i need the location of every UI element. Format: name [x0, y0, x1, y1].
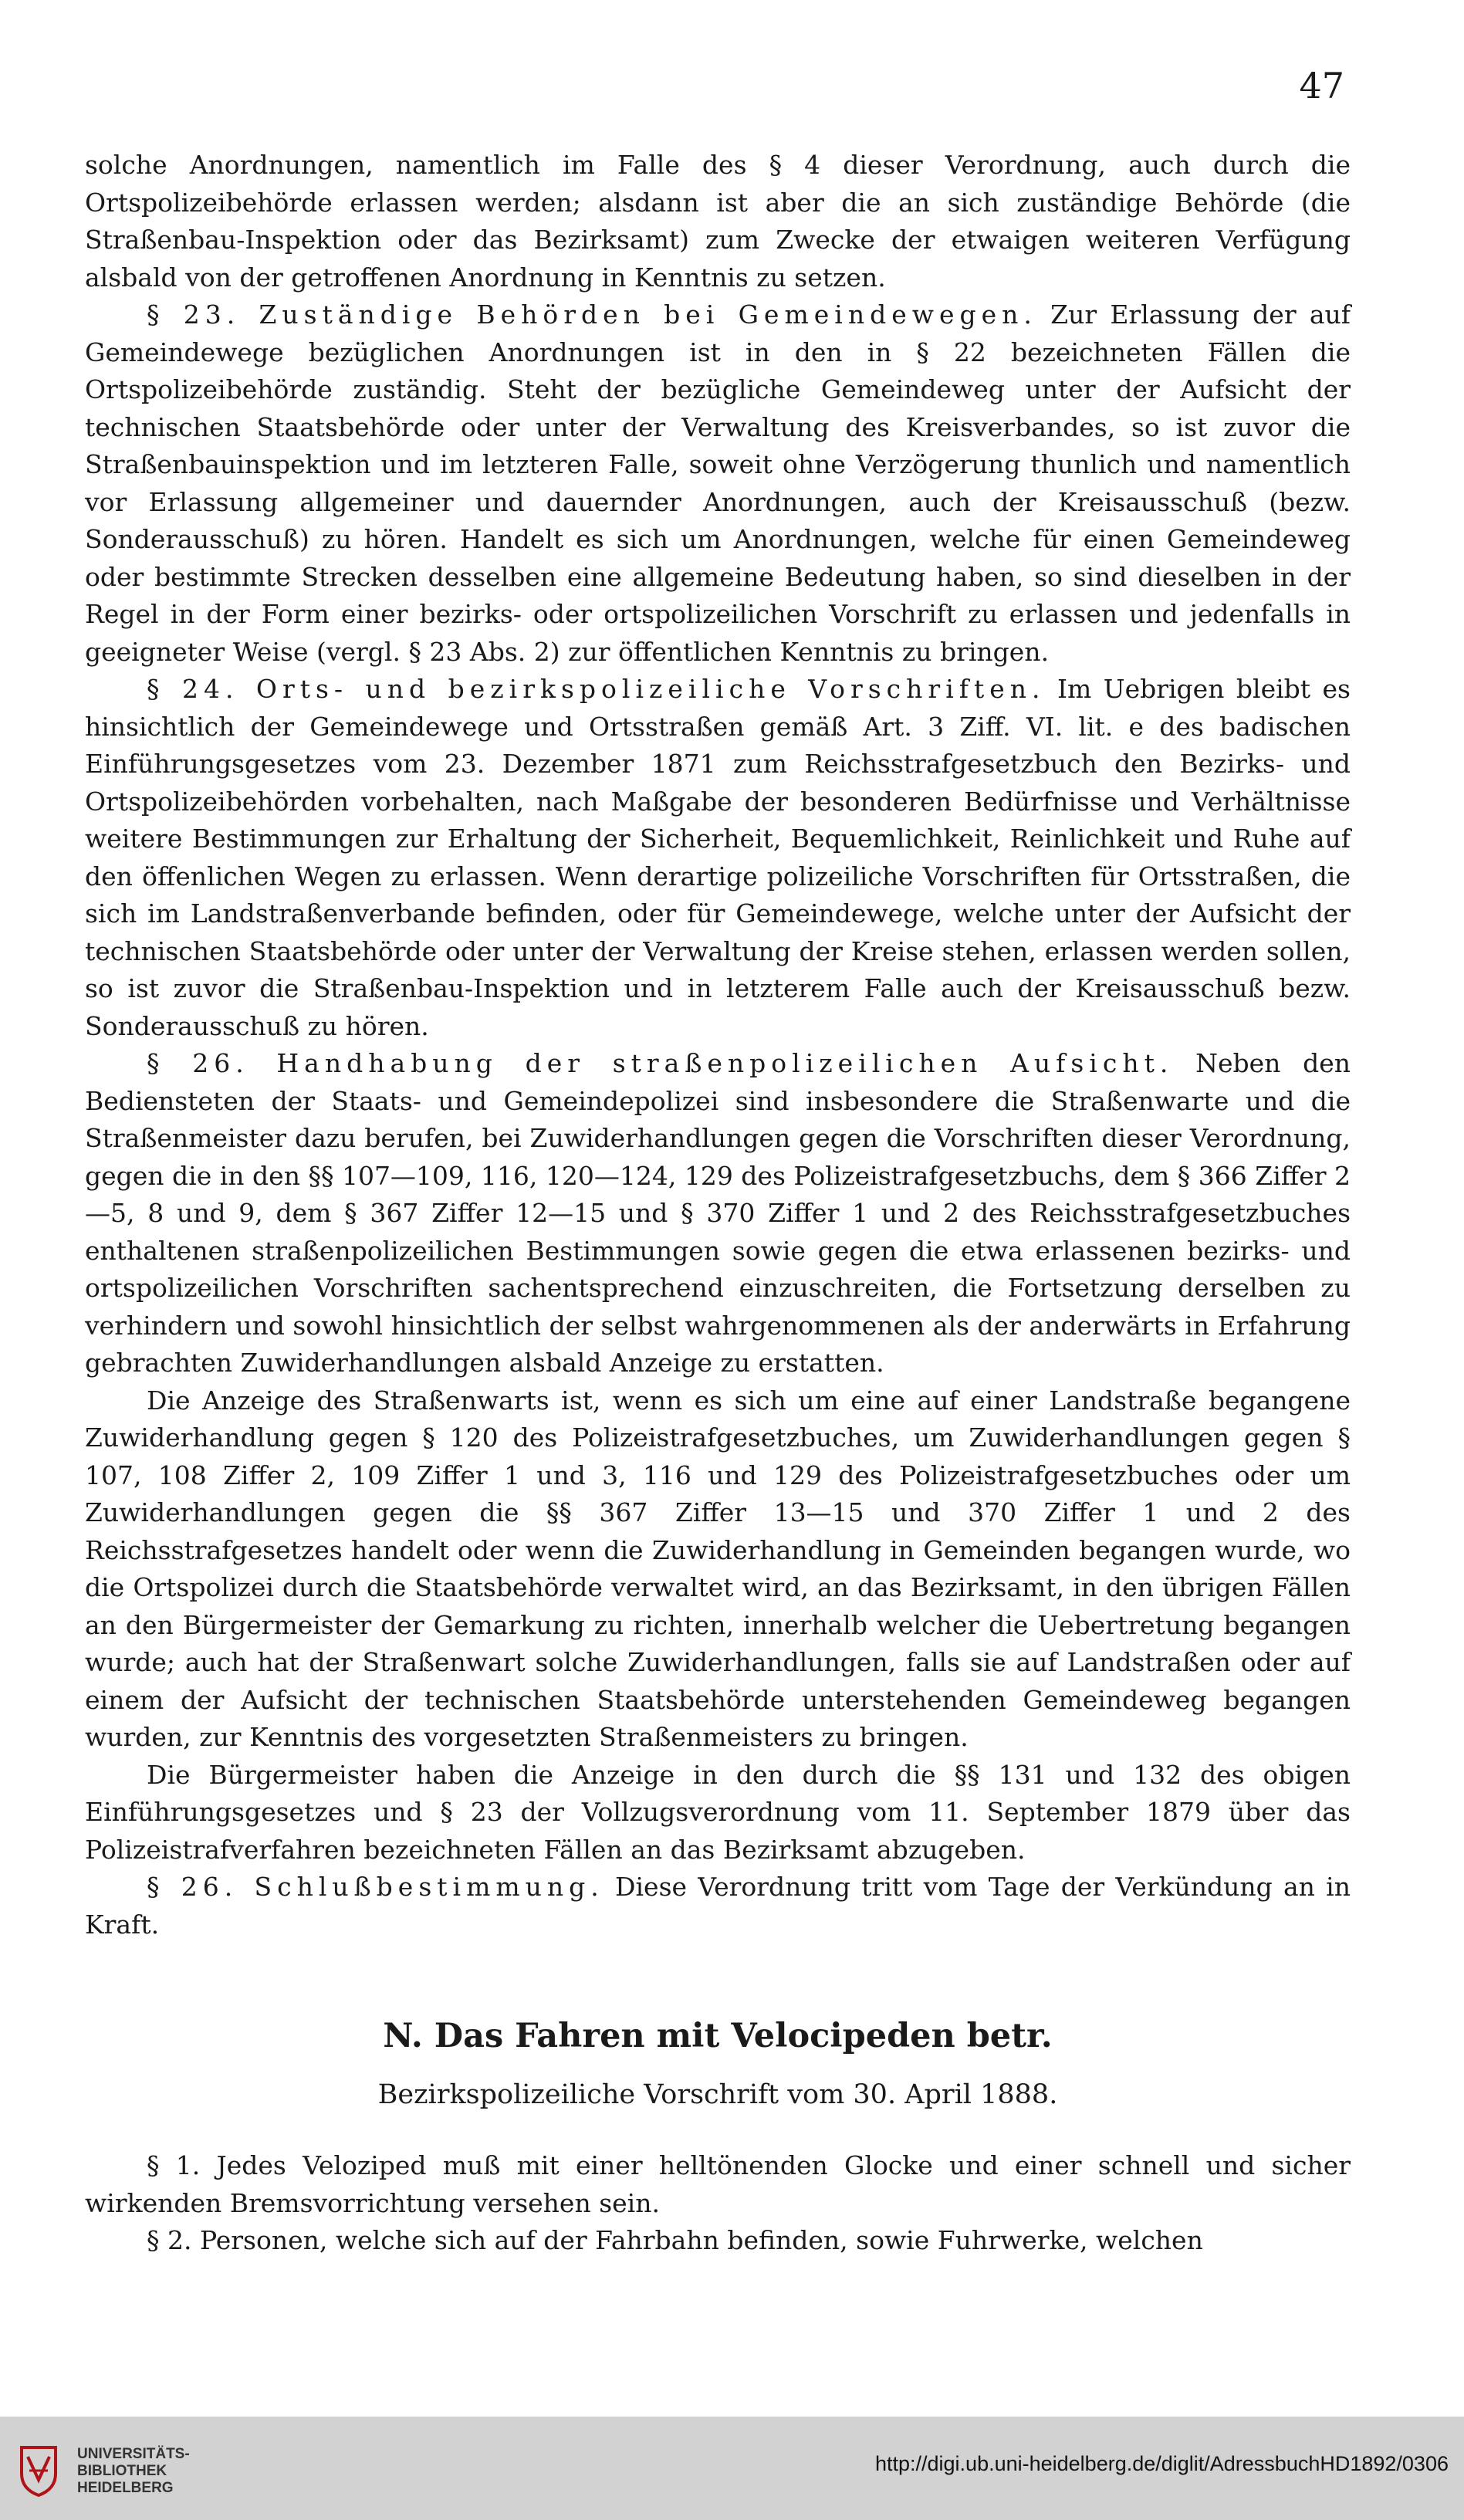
paragraph-text: Personen, welche sich auf der Fahrbahn befinden, sowie Fuhrwerke, welchen: [199, 2225, 1203, 2255]
footer-bar: [0, 2417, 1464, 2520]
university-seal-icon: [14, 2440, 63, 2498]
paragraph-anzeige: [85, 1382, 1351, 1757]
paragraph-velociped-2: [85, 2222, 1351, 2260]
library-line: HEIDELBERG: [77, 2480, 174, 2496]
library-line: BIBLIOTHEK: [77, 2463, 167, 2479]
paragraph-text: Die Anzeige des Straßenwarts ist, wenn es sich um eine auf einer Landstraße begangene Zuwiderhandlung gegen § 120 des Polizeistrafgesetzbuches, um Zuwiderhandlungen gegen § 107, 108 Ziffer 2, 109 Ziffer 1 und 3, 116 und 129 des Polizeistrafgesetzbuches oder um Zuwiderhandlungen gegen die §§ 367 Ziffer 13—15 und 370 Ziffer 1 und 2 des Reichsstrafgesetzes handelt oder wenn die Zuwiderhandlung in Gemeinden begangen wurde, wo die Ortspolizei durch die Staatsbehörde verwaltet wird, an das Bezirksamt, in den übrigen Fällen an den Bürgermeister der Gemarkung zu richten, innerhalb welcher die Uebertretung begangen wurde; auch hat der Straßenwart solche Zuwiderhandlungen, falls sie auf Landstraßen oder auf einem der Aufsicht der technischen Staatsbehörde unterstehenden Gemeindeweg begangen wurden, zur Kenntnis des vorgesetzten Straßenmeisters zu bringen.: [85, 1385, 1351, 1752]
library-line: UNIVERSITÄTS-: [77, 2446, 190, 2462]
paragraph-text: Die Bürgermeister haben die Anzeige in den durch die §§ 131 und 132 des obigen Einführungsgesetzes und § 23 der Vollzugsverordnung vom 11. September 1879 über das Polizeistrafverfahren bezeichneten Fällen an das Bezirksamt abzugeben.: [85, 1759, 1351, 1865]
paragraph-schlussbestimmung: [85, 1869, 1351, 1943]
paragraph-text: Diese Verordnung tritt vom Tage der Verkündung an in Kraft.: [85, 1872, 1351, 1940]
section-heading: § 24. Orts- und bezirkspolizeiliche Vorschriften.: [147, 674, 1046, 704]
paragraph-section-24: [85, 671, 1351, 1045]
source-url-link[interactable]: http://digi.ub.uni-heidelberg.de/diglit/AdressbuchHD1892/0306: [874, 2452, 1449, 2475]
library-name: [77, 2446, 190, 2497]
paragraph-text: Im Uebrigen bleibt es hinsichtlich der Gemeindewege und Ortsstraßen gemäß Art. 3 Ziff. VI. lit. e des badischen Einführungsgesetzes vom 23. Dezember 1871 zum Reichsstrafgesetzbuch den Bezirks- und Ortspolizeibehörden vorbehalten, nach Maßgabe der besonderen Bedürfnisse und Verhältnisse weitere Bestimmungen zur Erhaltung der Sicherheit, Bequemlichkeit, Reinlichkeit und Ruhe auf den öffenlichen Wegen zu erlassen. Wenn derartige polizeiliche Vorschriften für Ortsstraßen, die sich im Landstraßenverbande befinden, oder für Gemeindewege, welche unter der Aufsicht der technischen Staatsbehörde oder unter der Verwaltung der Kreise stehen, erlassen werden sollen, so ist zuvor die Straßenbau-Inspektion und in letzterem Falle auch der Kreisausschuß bezw. Sonderausschuß zu hören.: [85, 674, 1351, 1041]
section-heading: § 2.: [147, 2225, 192, 2255]
section-n-subtitle: Bezirkspolizeiliche Vorschrift vom 30. April 1888.: [377, 2079, 1058, 2110]
paragraph-section-23: [85, 296, 1351, 671]
paragraph-text: solche Anordnungen, namentlich im Falle des § 4 dieser Verordnung, auch durch die Ortspolizeibehörde erlassen werden; alsdann ist aber die an sich zuständige Behörde (die Straßenbau-Inspektion oder das Bezirksamt) zum Zwecke der etwaigen weiteren Verfügung alsbald von der getroffenen Anordnung in Kenntnis zu setzen.: [85, 150, 1351, 293]
section-heading: § 26. Schlußbestimmung.: [147, 1872, 604, 1902]
paragraph-text: Neben den Bediensteten der Staats- und Gemeindepolizei sind insbesondere die Straßenwarte und die Straßenmeister dazu berufen, bei Zuwiderhandlungen gegen die Vorschriften dieser Verordnung, gegen die in den §§ 107—109, 116, 120—124, 129 des Polizeistrafgesetzbuchs, dem § 366 Ziffer 2—5, 8 und 9, dem § 367 Ziffer 12—15 und § 370 Ziffer 1 und 2 des Reichsstrafgesetzbuches enthaltenen straßenpolizeilichen Bestimmungen sowie gegen die etwa erlassenen bezirks- und ortspolizeilichen Vorschriften sachentsprechend einzuschreiten, die Fortsetzung derselben zu verhindern und sowohl hinsichtlich der selbst wahrgenommenen als der anderwärts in Erfahrung gebrachten Zuwiderhandlungen alsbald Anzeige zu erstatten.: [85, 1048, 1351, 1378]
paragraph-section-26: [85, 1045, 1351, 1382]
section-heading: § 23. Zuständige Behörden bei Gemeindewegen.: [147, 299, 1037, 330]
paragraph-continuation: [85, 147, 1351, 296]
page-body: [85, 147, 1351, 2260]
section-heading: § 1.: [147, 2150, 201, 2180]
section-n-title: N. Das Fahren mit Velocipeden betr.: [383, 2017, 1053, 2055]
section-heading: § 26. Handhabung der straßenpolizeilichen Aufsicht.: [147, 1048, 1174, 1078]
paragraph-buergermeister: [85, 1757, 1351, 1869]
paragraph-velociped-1: [85, 2147, 1351, 2222]
page-number: 47: [1299, 65, 1344, 107]
paragraph-text: Jedes Veloziped muß mit einer helltönenden Glocke und einer schnell und sicher wirkenden Bremsvorrichtung versehen sein.: [85, 2150, 1351, 2218]
paragraph-text: Zur Erlassung der auf Gemeindewege bezüglichen Anordnungen ist in den in § 22 bezeichneten Fällen die Ortspolizeibehörde zuständig. Steht der bezügliche Gemeindeweg unter der Aufsicht der technischen Staatsbehörde oder unter der Verwaltung des Kreisverbandes, so ist zuvor die Straßenbauinspektion und im letzteren Falle, soweit ohne Verzögerung thunlich und namentlich vor Erlassung allgemeiner und dauernder Anordnungen, auch der Kreisausschuß (bezw. Sonderausschuß) zu hören. Handelt es sich um Anordnungen, welche für einen Gemeindeweg oder bestimmte Strecken desselben eine allgemeine Bedeutung haben, so sind dieselben in der Regel in der Form einer bezirks- oder ortspolizeilichen Vorschrift zu erlassen und jedenfalls in geeigneter Weise (vergl. § 23 Abs. 2) zur öffentlichen Kenntnis zu bringen.: [85, 299, 1351, 667]
